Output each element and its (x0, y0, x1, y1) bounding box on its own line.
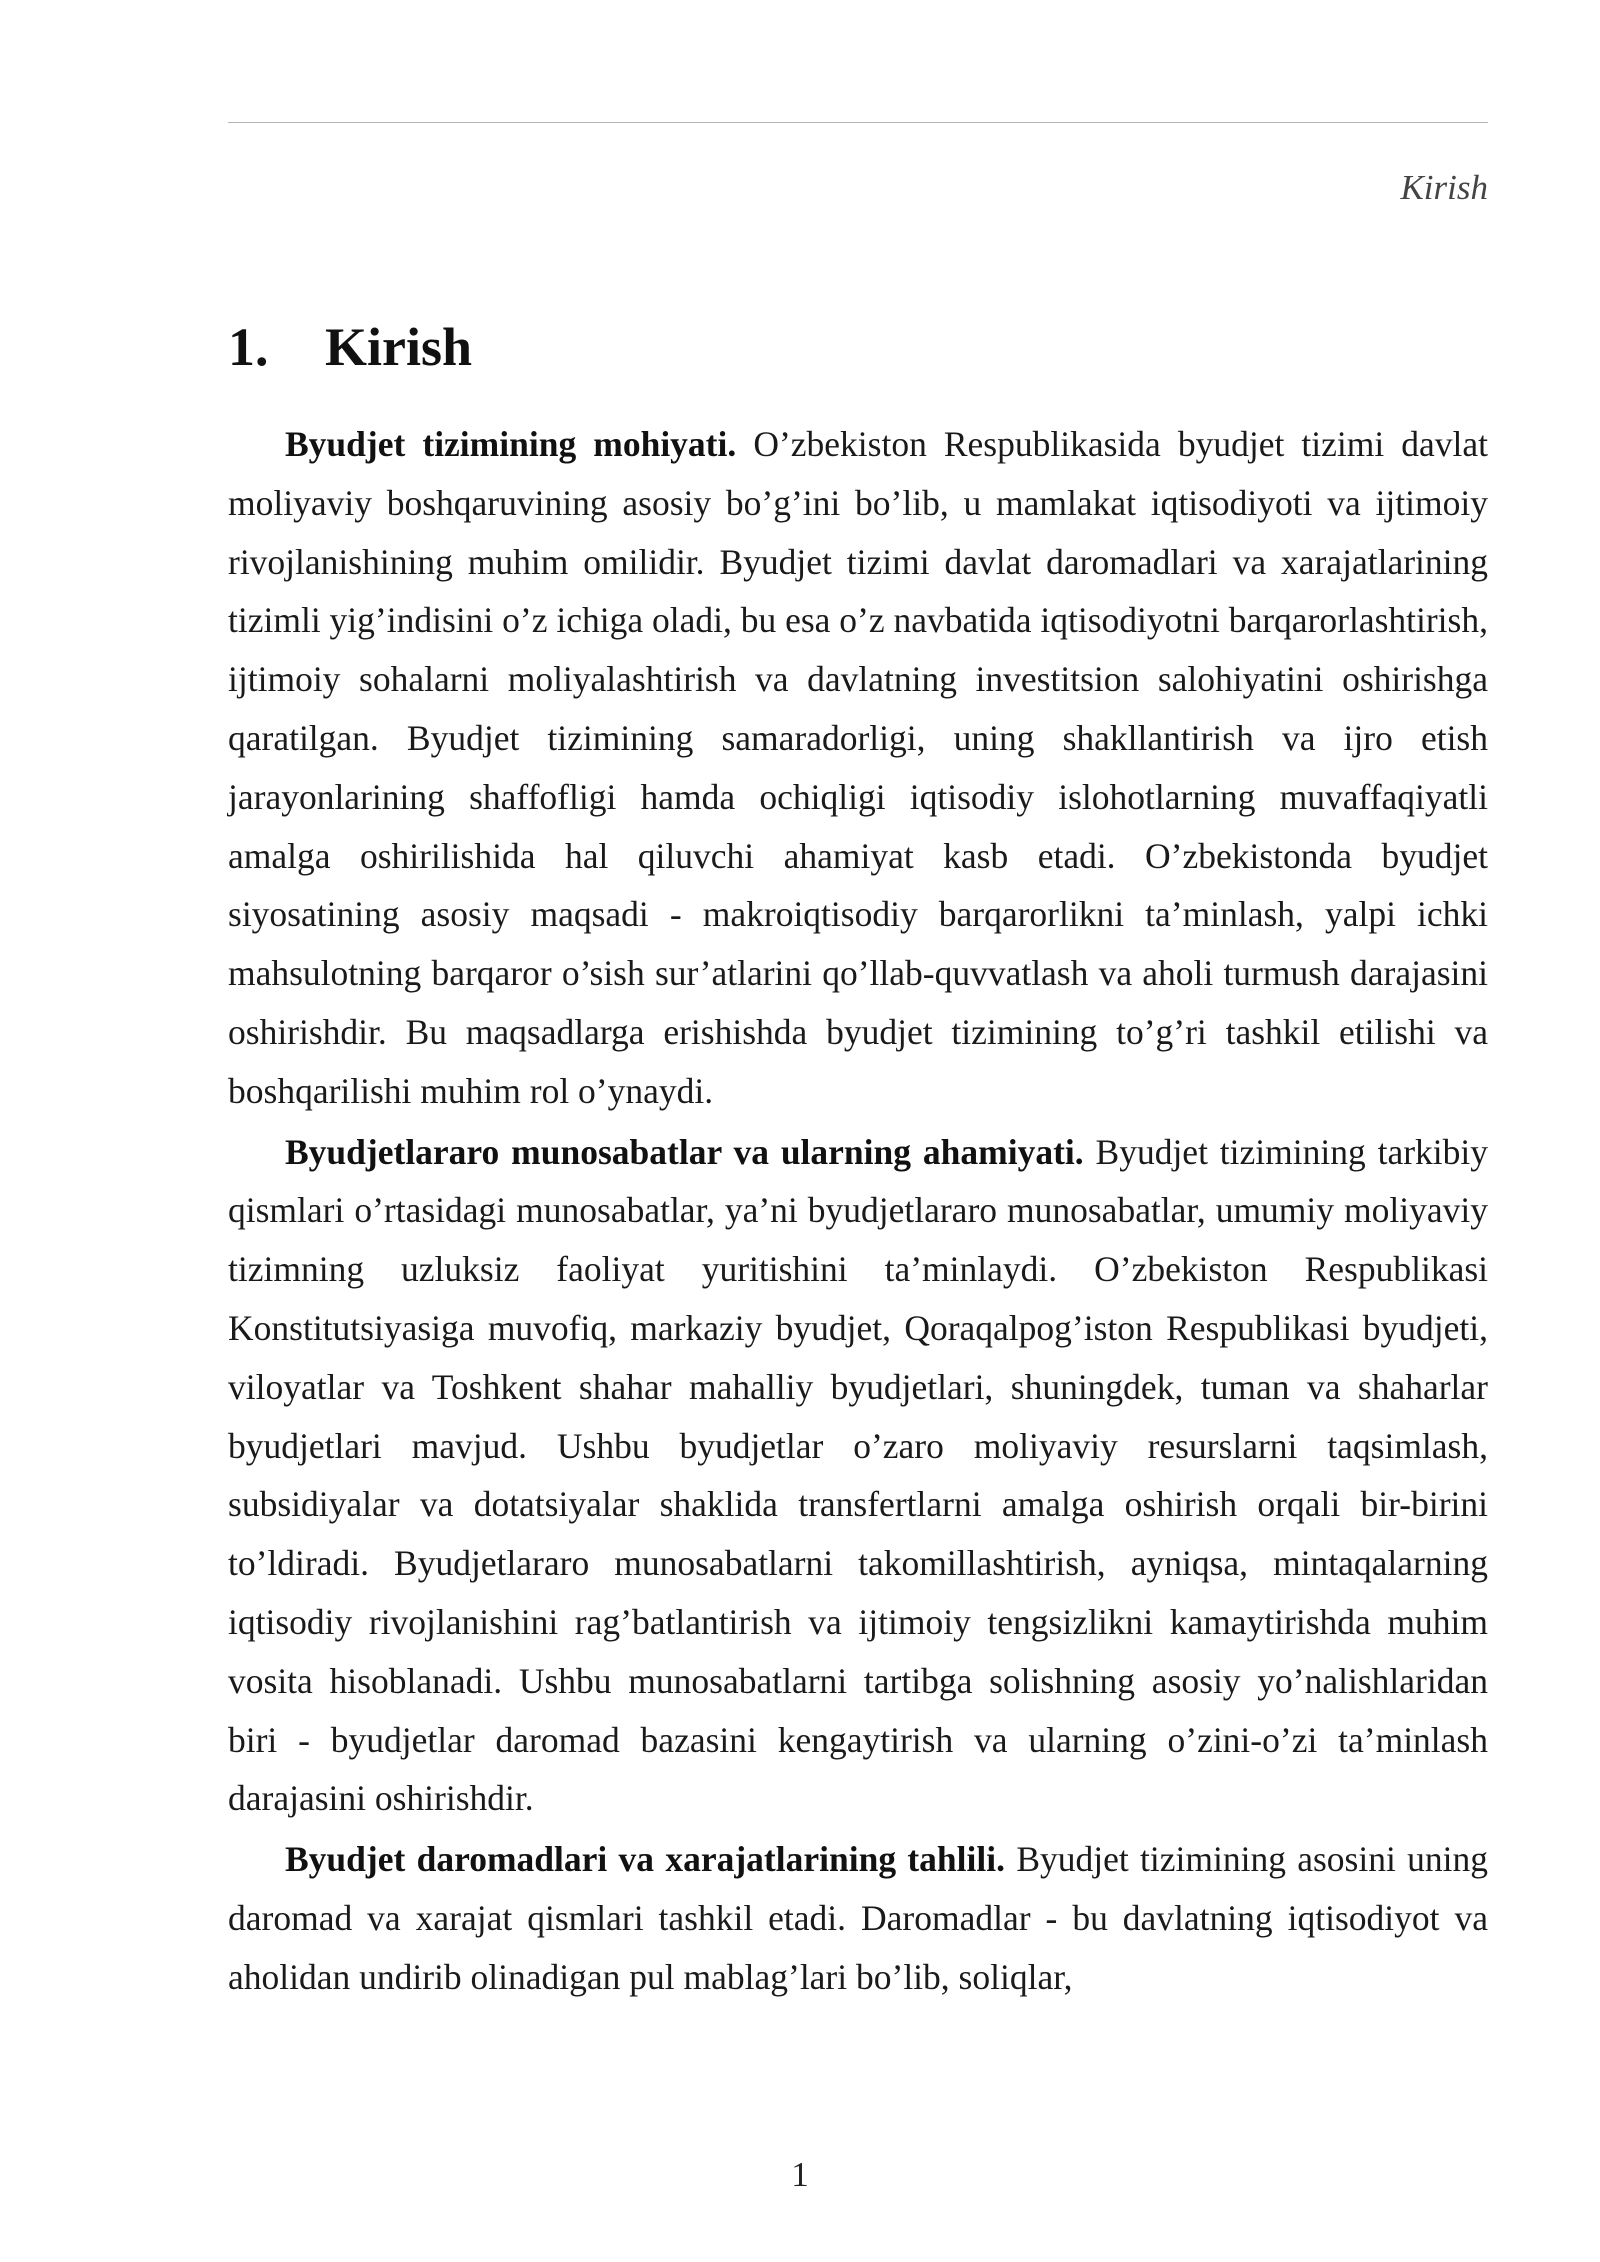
paragraph-budget-system (228, 415, 1488, 1121)
paragraph-interbudget-relations (228, 1123, 1488, 1829)
paragraph-heading: Byudjetlararo munosabatlar va ularning ahamiyati. (285, 1131, 1084, 1172)
paragraph-text: O’zbekiston Respublikasida byudjet tizimi davlat moliyaviy boshqaruvining asosiy bo’g’ini bo’lib, u mamlakat iqtisodiyoti va ijtimoiy rivojlanishining muhim omilidir. Byudjet tizimi davlat daromadlari va xarajatlarining tizimli yig’indisini o’z ichiga oladi, bu esa o’z navbatida iqtisodiyotni barqarorlashtirish, ijtimoiy sohalarni moliyalashtirish va davlatning investitsion salohiyatini oshirishga qaratilgan. Byudjet tizimining samaradorligi, uning shakllantirish va ijro etish jarayonlarining shaffofligi hamda ochiqligi iqtisodiy islohotlarning muvaffaqiyatli amalga oshirilishida hal qiluvchi ahamiyat kasb etadi. O’zbekistonda byudjet siyosatining asosiy maqsadi - makroiqtisodiy barqarorlikni ta’minlash, yalpi ichki mahsulotning barqaror o’sish sur’atlarini qo’llab-quvvatlash va aholi turmush darajasini oshirishdir. Bu maqsadlarga erishishda byudjet tizimining to’g’ri tashkil etilishi va boshqarilishi muhim rol o’ynaydi. (228, 424, 1488, 1111)
chapter-number: 1. (228, 317, 269, 377)
page-number: 1 (791, 2155, 809, 2194)
paragraph-heading: Byudjet tizimining mohiyati. (285, 424, 737, 464)
paragraph-text: Byudjet tizimining asosini uning daromad va xarajat qismlari tashkil etadi. Daromadlar - bu davlatning iqtisodiyot va aholidan undirib olinadigan pul mablag’lari bo’lib, soliqlar, (228, 1839, 1489, 1997)
paragraph-revenue-expenditure (228, 1830, 1488, 2006)
chapter-title-text: Kirish (325, 317, 473, 377)
header-divider (228, 122, 1488, 123)
body-text (228, 415, 1488, 2007)
paragraph-text: Byudjet tizimining tarkibiy qismlari o’rtasidagi munosabatlar, ya’ni byudjetlararo munosabatlar, umumiy moliyaviy tizimning uzluksiz faoliyat yuritishini ta’minlaydi. O’zbekiston Respublikasi Konstitutsiyasiga muvofiq, markaziy byudjet, Qoraqalpog’iston Respublikasi byudjeti, viloyatlar va Toshkent shahar mahalliy byudjetlari, shuningdek, tuman va shaharlar byudjetlari mavjud. Ushbu byudjetlar o’zaro moliyaviy resurslarni taqsimlash, subsidiyalar va dotatsiyalar shaklida transfertlarni amalga oshirish orqali bir-birini to’ldiradi. Byudjetlararo munosabatlarni takomillashtirish, ayniqsa, mintaqalarning iqtisodiy rivojlanishini rag’batlantirish va ijtimoiy tengsizlikni kamaytirishda muhim vosita hisoblanadi. Ushbu munosabatlarni tartibga solishning asosiy yo’nalishlaridan biri - byudjetlar daromad bazasini kengaytirish va ularning o’zini-o’zi ta’minlash darajasini oshirishdir. (228, 1131, 1489, 1819)
paragraph-heading: Byudjet daromadlari va xarajatlarining tahlili. (285, 1839, 1006, 1880)
running-header: Kirish (1400, 168, 1488, 207)
chapter-title (228, 318, 472, 377)
